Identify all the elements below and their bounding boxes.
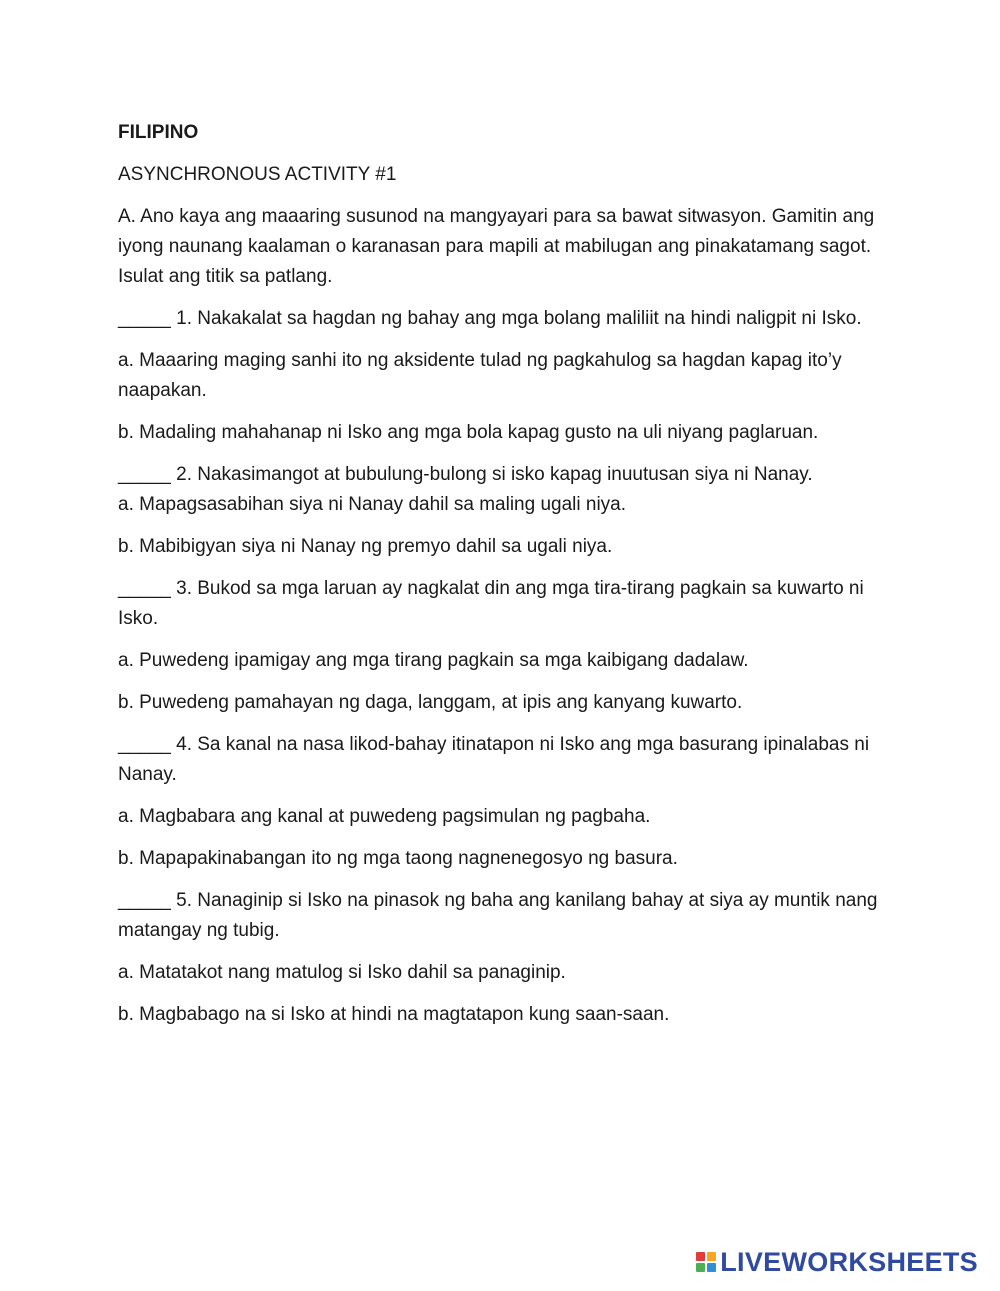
logo-square-1 (696, 1252, 705, 1261)
activity-title: ASYNCHRONOUS ACTIVITY #1 (118, 164, 397, 185)
choice-a: a. Maaaring maging sanhi ito ng aksidente tulad ng pagkahulog sa hagdan kapag ito’y naapakan. (118, 350, 842, 401)
liveworksheets-logo-icon (696, 1252, 716, 1272)
answer-blank[interactable]: _____ (118, 308, 171, 329)
worksheet-content (118, 118, 898, 1042)
subject-heading: FILIPINO (118, 122, 199, 143)
question-label: 3. Bukod sa mga laruan ay nagkalat din ang mga tira-tirang pagkain sa kuwarto ni Isko. (118, 578, 864, 629)
choice-a: a. Puwedeng ipamigay ang mga tirang pagkain sa mga kaibigang dadalaw. (118, 650, 749, 671)
instructions-text: A. Ano kaya ang maaaring susunod na mangyayari para sa bawat sitwasyon. Gamitin ang iyong naunang kaalaman o karanasan para mapili at mabilugan ang pinakatamang sagot. Isulat ang titik sa patlang. (118, 206, 875, 287)
question-label: 4. Sa kanal na nasa likod-bahay itinatapon ni Isko ang mga basurang ipinalabas ni Nanay. (118, 734, 870, 785)
choice-b: b. Madaling mahahanap ni Isko ang mga bola kapag gusto na uli niyang paglaruan. (118, 422, 819, 443)
logo-square-4 (707, 1263, 716, 1272)
question-2 (118, 460, 898, 562)
logo-square-3 (696, 1263, 705, 1272)
choice-a: a. Mapagsasabihan siya ni Nanay dahil sa maling ugali niya. (118, 494, 627, 515)
logo-square-2 (707, 1252, 716, 1261)
question-3 (118, 574, 898, 718)
question-text (118, 304, 898, 334)
choice-b: b. Puwedeng pamahayan ng daga, langgam, at ipis ang kanyang kuwarto. (118, 692, 743, 713)
logo-text: LIVEWORKSHEETS (720, 1246, 978, 1277)
question-1 (118, 304, 898, 448)
question-5 (118, 886, 898, 1030)
answer-blank[interactable]: _____ (118, 464, 171, 485)
choice-a: a. Matatakot nang matulog si Isko dahil sa panaginip. (118, 962, 566, 983)
question-text (118, 886, 898, 946)
choice-b: b. Mapapakinabangan ito ng mga taong nagnenegosyo ng basura. (118, 848, 678, 869)
answer-blank[interactable]: _____ (118, 578, 171, 599)
choice-a: a. Magbabara ang kanal at puwedeng pagsimulan ng pagbaha. (118, 806, 651, 827)
choice-b: b. Mabibigyan siya ni Nanay ng premyo dahil sa ugali niya. (118, 536, 613, 557)
liveworksheets-logo (696, 1247, 978, 1277)
answer-blank[interactable]: _____ (118, 734, 171, 755)
choice-b: b. Magbabago na si Isko at hindi na magtatapon kung saan-saan. (118, 1004, 670, 1025)
question-text (118, 730, 898, 790)
answer-blank[interactable]: _____ (118, 890, 171, 911)
question-label: 2. Nakasimangot at bubulung-bulong si isko kapag inuutusan siya ni Nanay. (176, 464, 813, 485)
question-label: 1. Nakakalat sa hagdan ng bahay ang mga bolang maliliit na hindi naligpit ni Isko. (176, 308, 862, 329)
question-label: 5. Nanaginip si Isko na pinasok ng baha ang kanilang bahay at siya ay muntik nang matangay ng tubig. (118, 890, 878, 941)
question-text (118, 460, 898, 490)
question-4 (118, 730, 898, 874)
question-text (118, 574, 898, 634)
